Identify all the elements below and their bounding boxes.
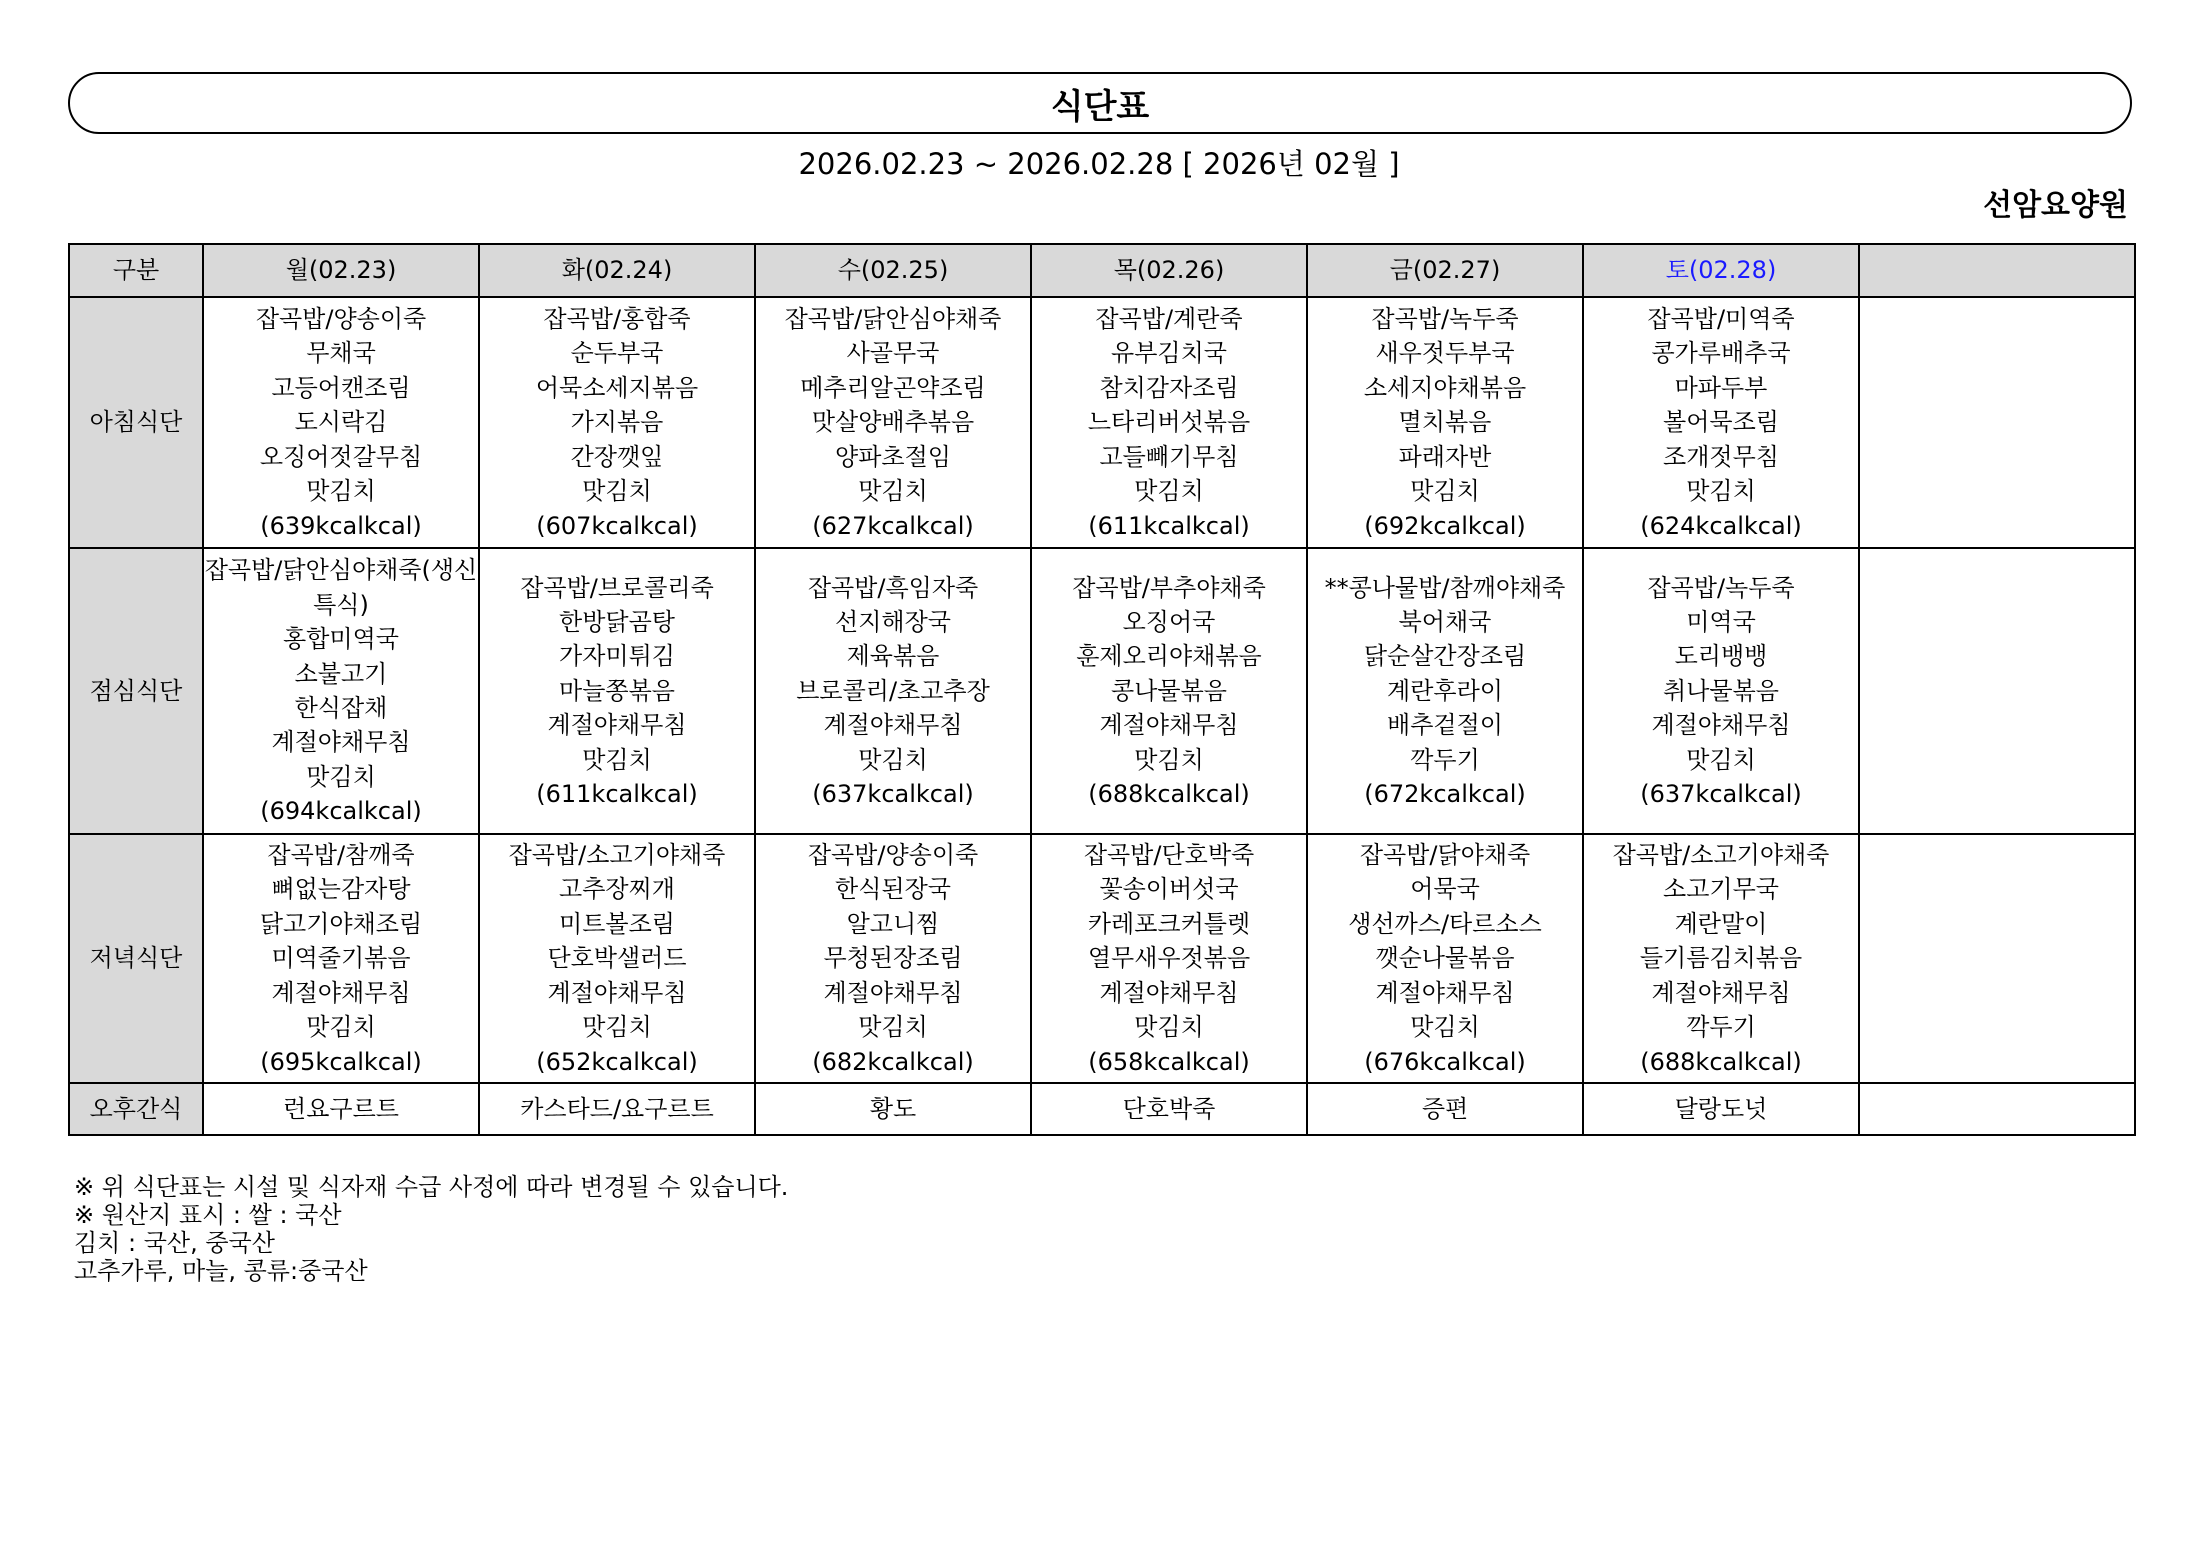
menu-item: (672kcalkcal) <box>1364 780 1526 809</box>
menu-item: 계절야채무침 <box>1375 978 1515 1007</box>
menu-item: 훈제오리야채볶음 <box>1076 642 1262 671</box>
menu-item: 맛김치 <box>582 745 652 774</box>
menu-item: 홍합미역국 <box>283 625 399 654</box>
menu-item: (694kcalkcal) <box>260 797 422 826</box>
menu-item: 잡곡밥/소고기야채죽 <box>508 841 726 870</box>
menu-item: 잡곡밥/닭야채죽 <box>1359 841 1531 870</box>
menu-item: 맛김치 <box>306 762 376 791</box>
menu-item: 도리뱅뱅 <box>1674 642 1768 671</box>
menu-item: 맛김치 <box>1686 745 1756 774</box>
menu-item: 잡곡밥/브로콜리죽 <box>520 573 714 602</box>
menu-item: 무채국 <box>306 339 376 368</box>
menu-item: 소고기무국 <box>1663 875 1779 904</box>
menu-item: 깍두기 <box>1410 745 1480 774</box>
menu-item: (627kcalkcal) <box>812 511 974 540</box>
meal-label: 저녁식단 <box>69 834 203 1083</box>
menu-item: 양파초절임 <box>835 442 951 471</box>
menu-item: 맛김치 <box>582 1013 652 1042</box>
menu-item: 열무새우젓볶음 <box>1087 944 1251 973</box>
menu-item: 계절야채무침 <box>271 978 411 1007</box>
header-category: 구분 <box>69 244 203 297</box>
menu-item: 미역줄기볶음 <box>271 944 411 973</box>
menu-item: 꽃송이버섯국 <box>1099 875 1239 904</box>
menu-item: 맛김치 <box>306 477 376 506</box>
meal-cell <box>1859 548 2135 834</box>
menu-item: 순두부국 <box>570 339 664 368</box>
menu-item: 조개젓무침 <box>1663 442 1779 471</box>
menu-item: 볼어묵조림 <box>1663 408 1779 437</box>
header-day: 목(02.26) <box>1031 244 1307 297</box>
menu-item: 제육볶음 <box>846 642 940 671</box>
menu-item: 생선까스/타르소스 <box>1348 909 1542 938</box>
meal-cell <box>203 548 479 834</box>
menu-item: 맛김치 <box>858 1013 928 1042</box>
menu-item: 맛김치 <box>1410 477 1480 506</box>
menu-item: 잡곡밥/홍합죽 <box>543 305 691 334</box>
meal-table <box>68 243 2136 1136</box>
snack-cell: 증편 <box>1307 1083 1583 1135</box>
menu-item: 닭고기야채조림 <box>259 909 423 938</box>
menu-item: 무청된장조림 <box>823 944 963 973</box>
meal-cell <box>1031 834 1307 1083</box>
note-line: ※ 원산지 표시 : 쌀 : 국산 <box>74 1201 342 1229</box>
menu-period: 2026.02.23 ~ 2026.02.28 [ 2026년 02월 ] <box>798 147 1400 181</box>
menu-item: 잡곡밥/미역죽 <box>1647 305 1795 334</box>
menu-item: 계절야채무침 <box>823 711 963 740</box>
menu-item: 소세지야채볶음 <box>1363 373 1527 402</box>
meal-cell <box>479 297 755 548</box>
menu-item: (639kcalkcal) <box>260 511 422 540</box>
menu-item: 단호박샐러드 <box>547 944 687 973</box>
snack-cell: 황도 <box>755 1083 1031 1135</box>
menu-item: 가자미튀김 <box>559 642 675 671</box>
menu-item: 계란후라이 <box>1387 676 1503 705</box>
menu-item: (652kcalkcal) <box>536 1047 698 1076</box>
snack-cell: 런요구르트 <box>203 1083 479 1135</box>
menu-item: 깻순나물볶음 <box>1375 944 1515 973</box>
header-day: 금(02.27) <box>1307 244 1583 297</box>
facility-name: 선암요양원 <box>1983 188 2128 223</box>
meal-cell <box>755 834 1031 1083</box>
menu-item: (658kcalkcal) <box>1088 1047 1250 1076</box>
menu-item: 오징어국 <box>1122 607 1216 636</box>
meal-cell <box>755 548 1031 834</box>
menu-item: 맛김치 <box>582 477 652 506</box>
menu-item: 뼈없는감자탕 <box>271 875 411 904</box>
menu-item: 도시락김 <box>294 408 388 437</box>
menu-item: 잡곡밥/닭안심야채죽 <box>784 305 1002 334</box>
menu-item: (611kcalkcal) <box>536 780 698 809</box>
menu-item: 어묵국 <box>1410 875 1480 904</box>
snack-row <box>69 1083 2135 1135</box>
menu-item: 선지해장국 <box>835 607 951 636</box>
meal-cell <box>1583 548 1859 834</box>
menu-item: 맛살양배추볶음 <box>811 408 975 437</box>
menu-item: 맛김치 <box>858 477 928 506</box>
menu-item: 가지볶음 <box>570 408 664 437</box>
meal-row <box>69 548 2135 834</box>
menu-item: (688kcalkcal) <box>1640 1047 1802 1076</box>
note-line: ※ 위 식단표는 시설 및 식자재 수급 사정에 따라 변경될 수 있습니다. <box>74 1173 789 1201</box>
menu-item: **콩나물밥/참깨야채죽 <box>1324 573 1566 602</box>
menu-item: 잡곡밥/양송이죽 <box>255 305 427 334</box>
menu-item: 미역국 <box>1686 607 1756 636</box>
menu-item: 계절야채무침 <box>1099 711 1239 740</box>
menu-item: 알고니찜 <box>846 909 940 938</box>
meal-cell <box>1859 297 2135 548</box>
menu-item: 잡곡밥/소고기야채죽 <box>1612 841 1830 870</box>
menu-item: 잡곡밥/닭안심야채죽(생신특식) <box>204 556 478 619</box>
menu-item: 잡곡밥/양송이죽 <box>807 841 979 870</box>
menu-item: 닭순살간장조림 <box>1363 642 1527 671</box>
meal-cell <box>479 548 755 834</box>
menu-item: 미트볼조림 <box>559 909 675 938</box>
menu-item: 사골무국 <box>846 339 940 368</box>
menu-item: 간장깻잎 <box>570 442 664 471</box>
meal-label: 점심식단 <box>69 548 203 834</box>
menu-item: (637kcalkcal) <box>1640 780 1802 809</box>
menu-item: (611kcalkcal) <box>1088 511 1250 540</box>
menu-item: 잡곡밥/계란죽 <box>1095 305 1243 334</box>
menu-item: 파래자반 <box>1398 442 1492 471</box>
menu-item: 유부김치국 <box>1111 339 1227 368</box>
menu-item: 잡곡밥/단호박죽 <box>1083 841 1255 870</box>
menu-item: 새우젓두부국 <box>1375 339 1515 368</box>
menu-item: 계절야채무침 <box>1099 978 1239 1007</box>
meal-cell <box>1583 834 1859 1083</box>
meal-cell <box>1859 834 2135 1083</box>
meal-row <box>69 834 2135 1083</box>
menu-item: 브로콜리/초고추장 <box>796 676 990 705</box>
menu-item: 마늘쫑볶음 <box>559 676 675 705</box>
meal-cell <box>1031 548 1307 834</box>
menu-item: (676kcalkcal) <box>1364 1047 1526 1076</box>
menu-item: 멸치볶음 <box>1398 408 1492 437</box>
menu-item: 취나물볶음 <box>1663 676 1779 705</box>
note-line: 고추가루, 마늘, 콩류:중국산 <box>74 1257 368 1285</box>
menu-item: 어묵소세지볶음 <box>535 373 699 402</box>
menu-item: 배추겉절이 <box>1387 711 1503 740</box>
meal-cell <box>1307 548 1583 834</box>
menu-item: 느타리버섯볶음 <box>1087 408 1251 437</box>
header-day-saturday: 토(02.28) <box>1583 244 1859 297</box>
menu-item: 콩가루배추국 <box>1651 339 1791 368</box>
snack-label: 오후간식 <box>69 1083 203 1135</box>
menu-item: (607kcalkcal) <box>536 511 698 540</box>
note-line: 김치 : 국산, 중국산 <box>74 1229 275 1257</box>
menu-item: 잡곡밥/흑임자죽 <box>807 573 979 602</box>
menu-item: (692kcalkcal) <box>1364 511 1526 540</box>
menu-item: (624kcalkcal) <box>1640 511 1802 540</box>
menu-item: 한식된장국 <box>835 875 951 904</box>
table-header-row <box>69 244 2135 297</box>
menu-item: 소불고기 <box>294 659 388 688</box>
menu-item: 잡곡밥/녹두죽 <box>1371 305 1519 334</box>
meal-cell <box>1031 297 1307 548</box>
menu-item: 북어채국 <box>1398 607 1492 636</box>
menu-item: 계절야채무침 <box>271 728 411 757</box>
menu-item: 계절야채무침 <box>547 978 687 1007</box>
menu-item: 계절야채무침 <box>823 978 963 1007</box>
header-day: 수(02.25) <box>755 244 1031 297</box>
menu-item: 고등어캔조림 <box>271 373 411 402</box>
snack-cell <box>1859 1083 2135 1135</box>
menu-item: 메추리알곤약조림 <box>800 373 986 402</box>
menu-title-box <box>68 72 2132 134</box>
meal-cell <box>1307 834 1583 1083</box>
menu-item: 맛김치 <box>1134 477 1204 506</box>
menu-item: 잡곡밥/참깨죽 <box>267 841 415 870</box>
menu-item: 한식잡채 <box>294 694 388 722</box>
meal-cell <box>755 297 1031 548</box>
menu-item: 맛김치 <box>306 1013 376 1042</box>
menu-item: 카레포크커틀렛 <box>1087 909 1251 938</box>
meal-label: 아침식단 <box>69 297 203 548</box>
menu-item: 고들빼기무침 <box>1099 442 1239 471</box>
menu-item: 잡곡밥/부추야채죽 <box>1072 573 1266 602</box>
menu-item: 맛김치 <box>858 745 928 774</box>
menu-item: 깍두기 <box>1686 1013 1756 1042</box>
menu-item: (637kcalkcal) <box>812 780 974 809</box>
menu-item: 오징어젓갈무침 <box>259 442 423 471</box>
menu-item: 참치감자조림 <box>1099 373 1239 402</box>
snack-cell: 단호박죽 <box>1031 1083 1307 1135</box>
meal-cell <box>1307 297 1583 548</box>
menu-item: 맛김치 <box>1686 477 1756 506</box>
menu-item: 콩나물볶음 <box>1111 676 1227 705</box>
menu-item: 마파두부 <box>1674 373 1768 402</box>
menu-item: 잡곡밥/녹두죽 <box>1647 573 1795 602</box>
meal-cell <box>203 834 479 1083</box>
snack-cell: 달랑도넛 <box>1583 1083 1859 1135</box>
notes <box>74 1173 788 1285</box>
snack-cell: 카스타드/요구르트 <box>479 1083 755 1135</box>
meal-row <box>69 297 2135 548</box>
menu-item: 고추장찌개 <box>559 875 675 904</box>
menu-item: 계절야채무침 <box>1651 711 1791 740</box>
meal-cell <box>479 834 755 1083</box>
menu-item: 계절야채무침 <box>547 711 687 740</box>
menu-item: 맛김치 <box>1410 1013 1480 1042</box>
menu-item: 한방닭곰탕 <box>559 607 675 636</box>
menu-item: 계란말이 <box>1674 909 1768 938</box>
menu-item: 맛김치 <box>1134 1013 1204 1042</box>
meal-cell <box>1583 297 1859 548</box>
menu-item: 계절야채무침 <box>1651 978 1791 1007</box>
menu-item: (682kcalkcal) <box>812 1047 974 1076</box>
menu-item: 들기름김치볶음 <box>1639 944 1803 973</box>
menu-item: (695kcalkcal) <box>260 1047 422 1076</box>
page-title: 식단표 <box>1050 86 1150 127</box>
menu-item: 맛김치 <box>1134 745 1204 774</box>
header-day-empty <box>1859 244 2135 297</box>
menu-item: (688kcalkcal) <box>1088 780 1250 809</box>
header-day: 월(02.23) <box>203 244 479 297</box>
meal-cell <box>203 297 479 548</box>
header-day: 화(02.24) <box>479 244 755 297</box>
